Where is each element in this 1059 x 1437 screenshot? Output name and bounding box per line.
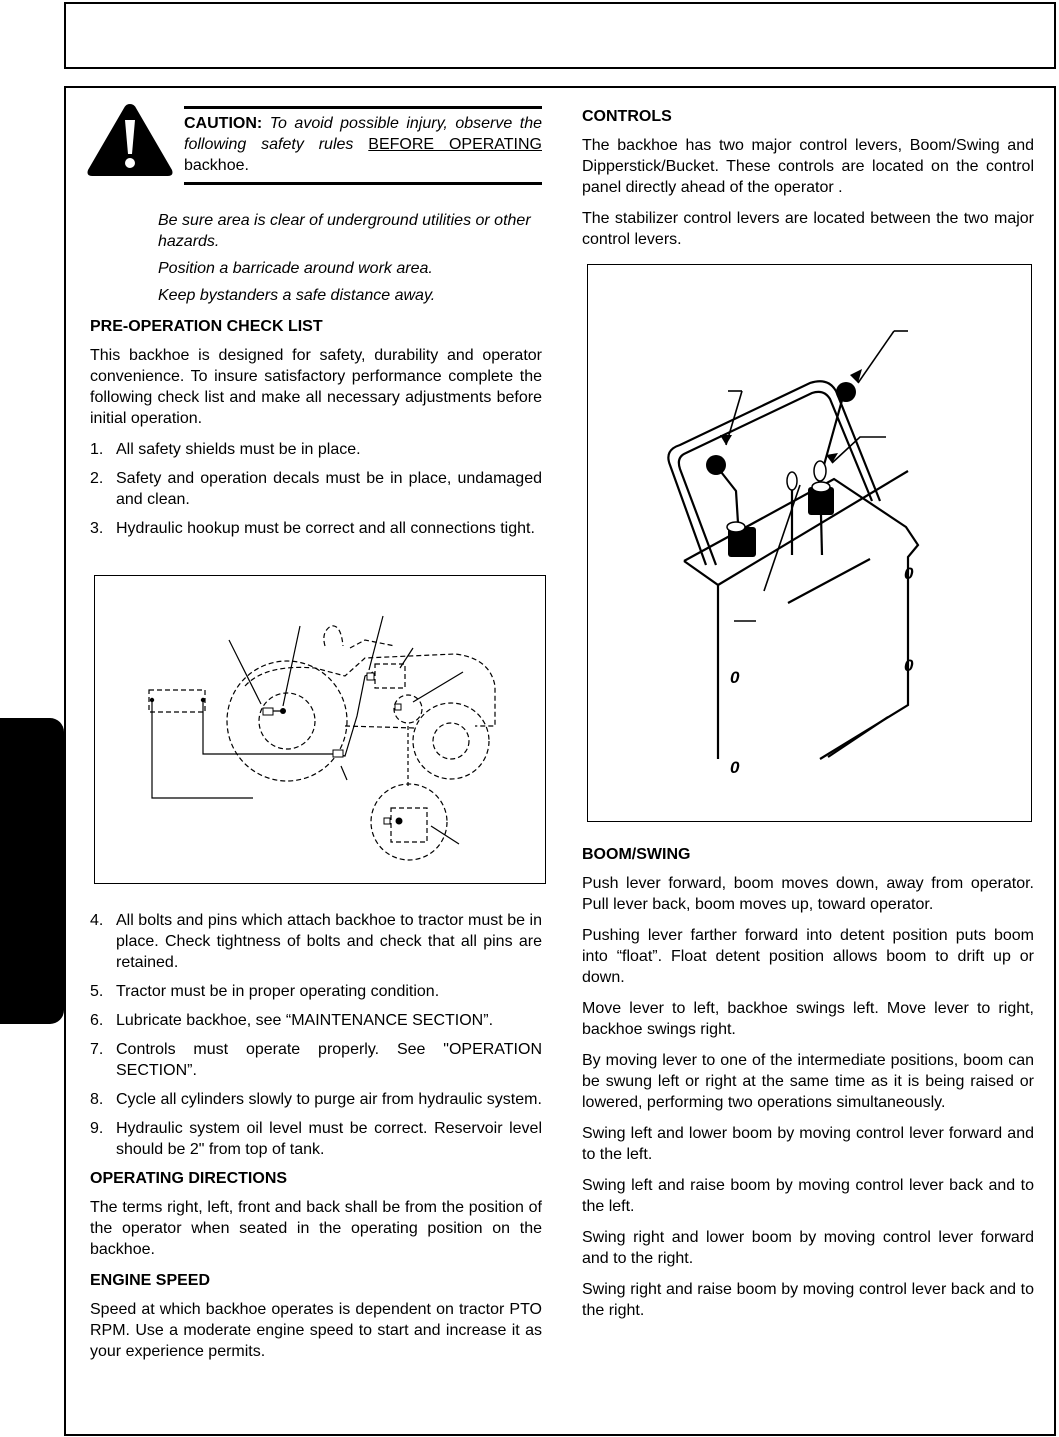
mounting-hole-mark: 0	[730, 758, 740, 777]
item-text: All safety shields must be in place.	[116, 441, 361, 458]
operating-directions-text: The terms right, left, front and back shall be from the position of the operator when seated in the operating position on the backhoe.	[90, 1199, 542, 1258]
item-number: 2.	[90, 470, 104, 487]
checklist-item	[90, 439, 542, 460]
boom-swing-paragraph: Move lever to left, backhoe swings left. Move lever to right, backhoe swings right.	[582, 1000, 1034, 1038]
caution-text	[184, 106, 542, 185]
controls-heading: CONTROLS	[582, 108, 672, 125]
boom-swing-paragraph: Swing left and raise boom by moving control lever back and to the left.	[582, 1177, 1034, 1215]
section-tab	[0, 718, 64, 1024]
controls-text: The backhoe has two major control levers, Boom/Swing and Dipperstick/Bucket. These controls are located on the control panel directly ahead of the operator .	[582, 137, 1034, 196]
control-levers-figure	[587, 264, 1032, 822]
item-text: Tractor must be in proper operating condition.	[116, 983, 440, 1000]
checklist-part-b	[90, 910, 542, 1160]
boom-swing-paragraph: Swing left and lower boom by moving control lever forward and to the left.	[582, 1125, 1034, 1163]
item-text: Cycle all cylinders slowly to purge air from hydraulic system.	[116, 1091, 542, 1108]
warning-triangle-icon	[84, 100, 176, 180]
boom-swing-paragraph: Push lever forward, boom moves down, away from operator. Pull lever back, boom moves up, toward operator.	[582, 875, 1034, 913]
caution-label: CAUTION:	[184, 115, 263, 132]
item-number: 5.	[90, 983, 104, 1000]
controls-stabilizer-text: The stabilizer control levers are located between the two major control levers.	[582, 210, 1034, 248]
checklist-item	[90, 1089, 542, 1110]
boom-swing-paragraph: By moving lever to one of the intermediate positions, boom can be swung left or right at the same time as it is being raised or lowered, performing two operations simultaneously.	[582, 1052, 1034, 1111]
item-number: 3.	[90, 520, 104, 537]
boom-swing-paragraph: Swing right and lower boom by moving control lever forward and to the right.	[582, 1229, 1034, 1267]
item-number: 1.	[90, 441, 104, 458]
pre-operation-intro: This backhoe is designed for safety, durability and operator convenience. To insure satisfactory performance complete the following check list and make all necessary adjustments before initial operation.	[90, 347, 542, 427]
caution-message: To avoid possible injury, observe the following safety rules	[184, 115, 542, 153]
boom-swing-heading: BOOM/SWING	[582, 846, 691, 863]
caution-before-operating: BEFORE OPERATING	[368, 136, 542, 153]
item-text: Controls must operate properly. See "OPERATION SECTION”.	[116, 1041, 542, 1079]
item-text: Lubricate backhoe, see “MAINTENANCE SECTION”.	[116, 1012, 494, 1029]
checklist-item	[90, 981, 542, 1002]
checklist-item	[90, 1010, 542, 1031]
engine-speed-text: Speed at which backhoe operates is dependent on tractor PTO RPM. Use a moderate engine speed to start and increase it as your experience permits.	[90, 1301, 542, 1360]
checklist-item	[90, 468, 542, 510]
mounting-hole-mark: 0	[730, 668, 740, 687]
tractor-hydraulic-diagram	[95, 576, 545, 883]
checklist-part-a	[90, 439, 542, 539]
mounting-hole-mark: 0	[904, 564, 914, 583]
checklist-item	[90, 518, 542, 539]
safety-rules	[158, 210, 542, 306]
checklist-item	[90, 910, 542, 973]
item-text: All bolts and pins which attach backhoe to tractor must be in place. Check tightness of bolts and check that all pins are retained.	[116, 912, 542, 971]
item-text: Hydraulic system oil level must be correct. Reservoir level should be 2" from top of tank.	[116, 1120, 542, 1158]
item-number: 7.	[90, 1041, 104, 1058]
engine-speed-heading: ENGINE SPEED	[90, 1272, 211, 1289]
boom-swing-paragraph: Pushing lever farther forward into detent position puts boom into “float”. Float detent position allows boom to drift up or down.	[582, 927, 1034, 986]
item-number: 4.	[90, 912, 104, 929]
operating-directions-heading: OPERATING DIRECTIONS	[90, 1170, 288, 1187]
safety-rule: Keep bystanders a safe distance away.	[158, 287, 436, 304]
item-text: Hydraulic hookup must be correct and all connections tight.	[116, 520, 535, 537]
safety-rule: Be sure area is clear of underground utilities or other hazards.	[158, 212, 531, 250]
item-text: Safety and operation decals must be in place, undamaged and clean.	[116, 470, 542, 508]
caution-block	[90, 106, 542, 198]
item-number: 6.	[90, 1012, 104, 1029]
hydraulic-hookup-figure	[94, 575, 546, 884]
header-box	[64, 2, 1056, 69]
item-number: 8.	[90, 1091, 104, 1108]
checklist-item	[90, 1039, 542, 1081]
pre-operation-heading: PRE-OPERATION CHECK LIST	[90, 318, 323, 335]
boom-swing-paragraph: Swing right and raise boom by moving control lever back and to the right.	[582, 1281, 1034, 1319]
safety-rule: Position a barricade around work area.	[158, 260, 433, 277]
mounting-hole-mark: 0	[904, 656, 914, 675]
left-column	[90, 106, 542, 1372]
checklist-item	[90, 1118, 542, 1160]
right-column	[582, 106, 1034, 1331]
control-panel-diagram	[588, 265, 1031, 821]
caution-end: backhoe.	[184, 157, 249, 174]
item-number: 9.	[90, 1120, 104, 1137]
